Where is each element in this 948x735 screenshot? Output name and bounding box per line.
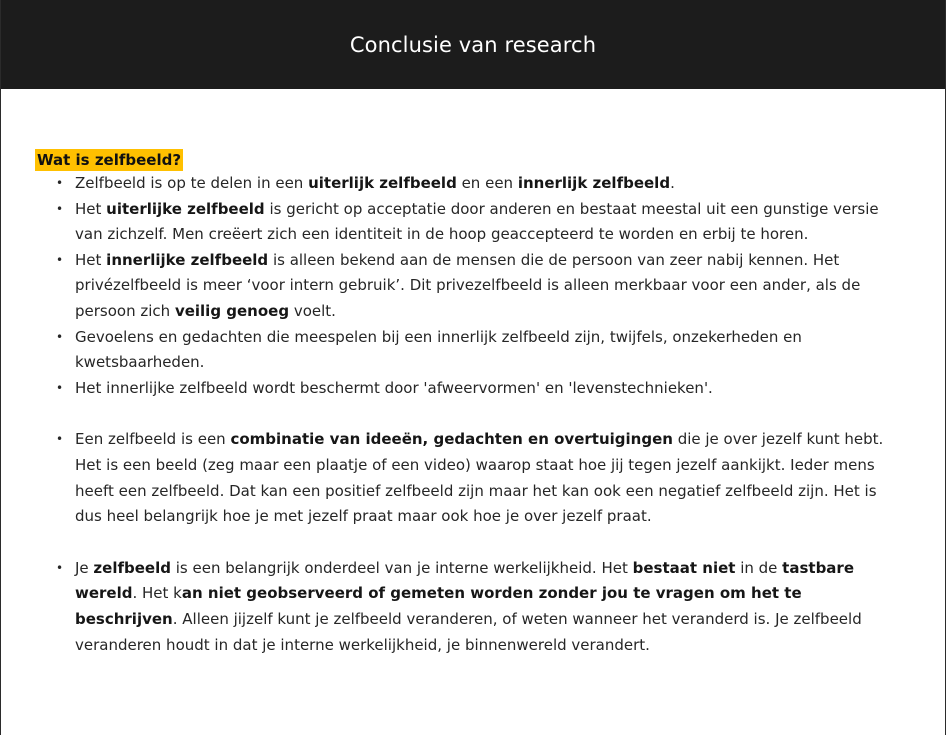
bullet-item <box>35 197 890 248</box>
section-heading: Wat is zelfbeeld? <box>37 151 182 169</box>
bullet-item <box>35 427 890 529</box>
bold-text: an niet geobserveerd of gemeten worden zonder jou te vragen om het te beschrijven <box>75 584 802 628</box>
bullet-list <box>35 171 905 658</box>
bullet-text: . Alleen jijzelf kunt je zelfbeeld veranderen, of weten wanneer het veranderd is. Je zelfbeeld veranderen houdt in dat je interne werkelijkheid, je binnenwereld verandert. <box>75 609 862 654</box>
bullet-dot-icon: • <box>56 176 64 190</box>
bold-text: veilig genoeg <box>174 301 290 320</box>
bullet-text: . <box>670 174 675 192</box>
content-area <box>35 149 905 658</box>
bullet-dot-icon: • <box>56 252 64 267</box>
bullet-item <box>35 248 890 325</box>
bullet-text: Zelfbeeld is op te delen in een <box>75 174 309 192</box>
bullet-text: Het innerlijke zelfbeeld wordt beschermt door 'afweervormen' en 'levenstechnieken'. <box>75 378 713 397</box>
bullet-spacer <box>35 401 890 427</box>
bullet-dot-icon: • <box>56 201 64 216</box>
bullet-item <box>35 556 890 658</box>
bullet-text: Een zelfbeeld is een <box>75 430 231 449</box>
bullet-item <box>35 376 890 402</box>
header-bar <box>1 0 945 89</box>
bullet-text: die je over jezelf kunt hebt. Het is een beeld (zeg maar een plaatje of een video) waarop staat hoe jij tegen jezelf aankijkt. Ieder mens heeft een zelfbeeld. Dat kan een positief zelfbeeld zijn maar het kan ook een negatief zelfbeeld zijn. Het is dus heel belangrijk hoe je met jezelf praat maar ook hoe je over jezelf praat. <box>75 430 884 526</box>
bullet-dot-icon: • <box>56 380 64 395</box>
bold-text: tastbare wereld <box>75 558 854 603</box>
bullet-text: . Het k <box>132 584 182 603</box>
bullet-item <box>35 325 890 376</box>
bullet-text: in de <box>735 558 783 577</box>
bold-text: uiterlijk zelfbeeld <box>308 174 457 192</box>
bullet-text: is alleen bekend aan de mensen die de persoon van zeer nabij kennen. Het privézelfbeeld is meer ‘voor intern gebruik’. Dit privezelfbeeld is alleen merkbaar voor een ander, als de persoon zich <box>75 250 861 320</box>
bold-text: uiterlijke zelfbeeld <box>106 199 265 218</box>
bold-text: innerlijk zelfbeeld <box>517 174 671 192</box>
bullet-dot-icon: • <box>56 329 64 344</box>
page-title: Conclusie van research <box>349 32 597 57</box>
bullet-text: is een belangrijk onderdeel van je interne werkelijkheid. Het <box>170 558 633 577</box>
bullet-text: en een <box>456 174 518 192</box>
bold-text: combinatie van ideeën, gedachten en overtuigingen <box>230 430 673 449</box>
bullet-dot-icon: • <box>56 560 64 575</box>
bold-text: zelfbeeld <box>93 558 171 577</box>
bullet-text: Het <box>75 250 107 269</box>
bullet-spacer <box>35 530 890 556</box>
bullet-text: is gericht op acceptatie door anderen en bestaat meestal uit een gunstige versie van zichzelf. Men creëert zich een identiteit in de hoop geaccepteerd te worden en erbij te horen. <box>75 199 879 244</box>
bold-text: innerlijke zelfbeeld <box>106 250 269 269</box>
bullet-text: Het <box>75 199 107 218</box>
bullet-text: Gevoelens en gedachten die meespelen bij een innerlijk zelfbeeld zijn, twijfels, onzekerheden en kwetsbaarheden. <box>75 327 802 372</box>
bullet-text: voelt. <box>289 301 336 320</box>
bold-text: bestaat niet <box>632 558 736 577</box>
bullet-text: Je <box>75 558 94 577</box>
bullet-item <box>35 171 890 197</box>
bullet-dot-icon: • <box>56 432 64 447</box>
